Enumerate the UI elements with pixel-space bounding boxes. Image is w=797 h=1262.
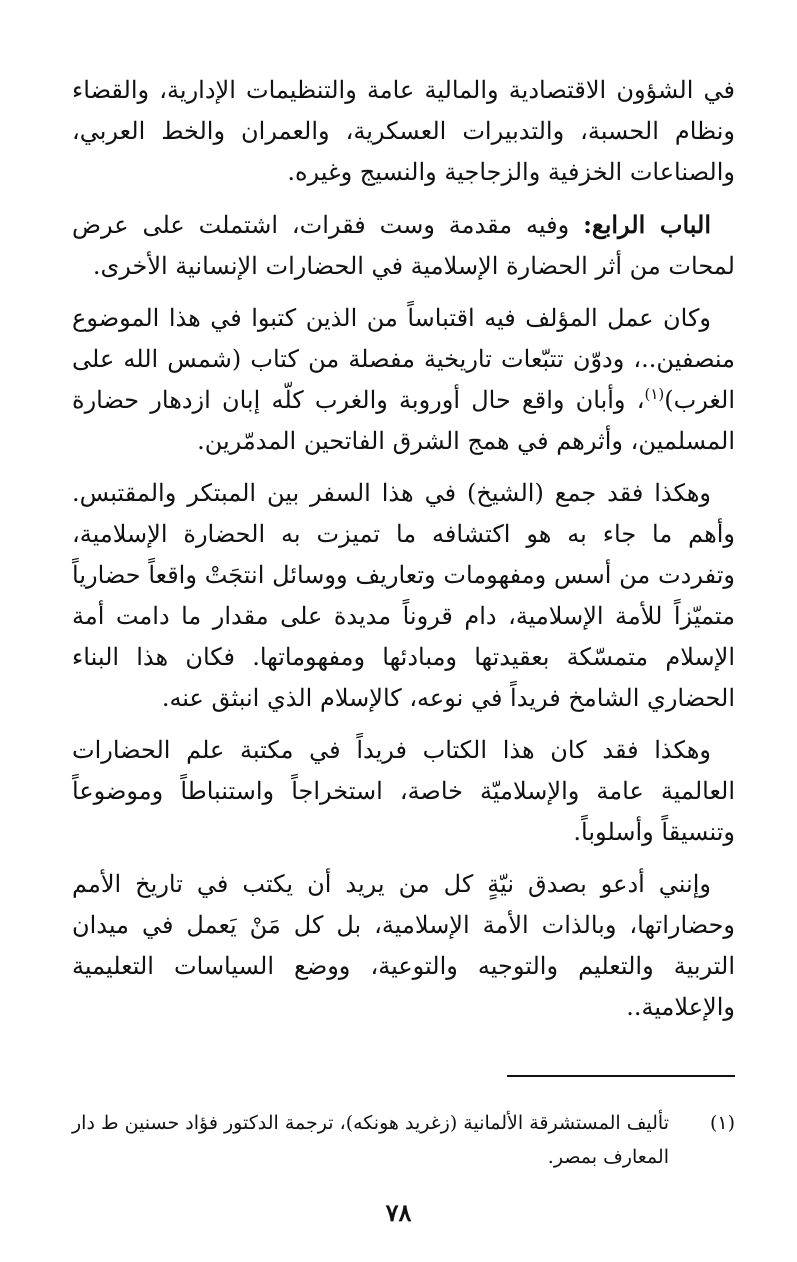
paragraph-5 (72, 730, 735, 853)
footnote (72, 1106, 735, 1174)
paragraph-5-text: وهكذا فقد كان هذا الكتاب فريداً في مكتبة علم الحضارات العالمية عامة والإسلاميّة خاصة، استخراجاً واستنباطاً وموضوعاً وتنسيقاً وأسلوباً. (72, 736, 735, 846)
page-number: ٧٨ (385, 1198, 412, 1227)
paragraph-3 (72, 298, 735, 462)
paragraph-4 (72, 473, 735, 719)
body-text (72, 70, 735, 1039)
footnote-separator (507, 1075, 735, 1077)
paragraph-2-text: وفيه مقدمة وست فقرات، اشتملت على عرض لمحات من أثر الحضارة الإسلامية في الحضارات الإنسانية الأخرى. (72, 211, 735, 280)
footnote-text: تأليف المستشرقة الألمانية (زغريد هونكه)، ترجمة الدكتور فؤاد حسنين ط دار المعارف بمصر. (72, 1112, 669, 1168)
paragraph-3-text: وكان عمل المؤلف فيه اقتباساً من الذين كتبوا في هذا الموضوع منصفين..، ودوّن تتبّعات تاريخية مفصلة من كتاب (شمس الله على الغرب) (72, 304, 735, 414)
paragraph-6-text: وإنني أدعو بصدق نيّةٍ كل من يريد أن يكتب في تاريخ الأمم وحضاراتها، وبالذات الأمة الإسلامية، بل كل مَنْ يَعمل في ميدان التربية والتعليم والتوجيه والتوعية، ووضع السياسات التعليمية والإعلامية.. (72, 870, 735, 1021)
paragraph-2-lead: الباب الرابع: (583, 210, 712, 239)
paragraph-6 (72, 864, 735, 1028)
paragraph-4-text: وهكذا فقد جمع (الشيخ) في هذا السفر بين المبتكر والمقتبس. وأهم ما جاء به هو اكتشافه ما تميزت به الحضارة الإسلامية، وتفردت من أسس ومفهومات وتعاريف ووسائل انتجَتْ واقعاً حضارياً متميّزاً للأمة الإسلامية، دام قروناً مديدة على مقدار ما دامت أمة الإسلام متمسّكة بعقيدتها ومبادئها ومفهوماتها. فكان هذا البناء الحضاري الشامخ فريداً في نوعه، كالإسلام الذي انبثق عنه. (72, 479, 735, 712)
footnote-number: (١) (709, 1112, 735, 1134)
paragraph-2 (72, 204, 735, 287)
paragraph-1 (72, 70, 735, 193)
paragraph-1-text: في الشؤون الاقتصادية والمالية عامة والتنظيمات الإدارية، والقضاء ونظام الحسبة، والتدبيرات العسكرية، والعمران والخط العربي، والصناعات الخزفية والزجاجية والنسيج وغيره. (72, 76, 735, 186)
paragraph-3-after: ، وأبان واقع حال أوروبة والغرب كلّه إبان ازدهار حضارة المسلمين، وأثرهم في همج الشرق الفاتحين المدمّرين. (72, 386, 735, 455)
footnote-reference[interactable]: (١) (644, 385, 665, 403)
